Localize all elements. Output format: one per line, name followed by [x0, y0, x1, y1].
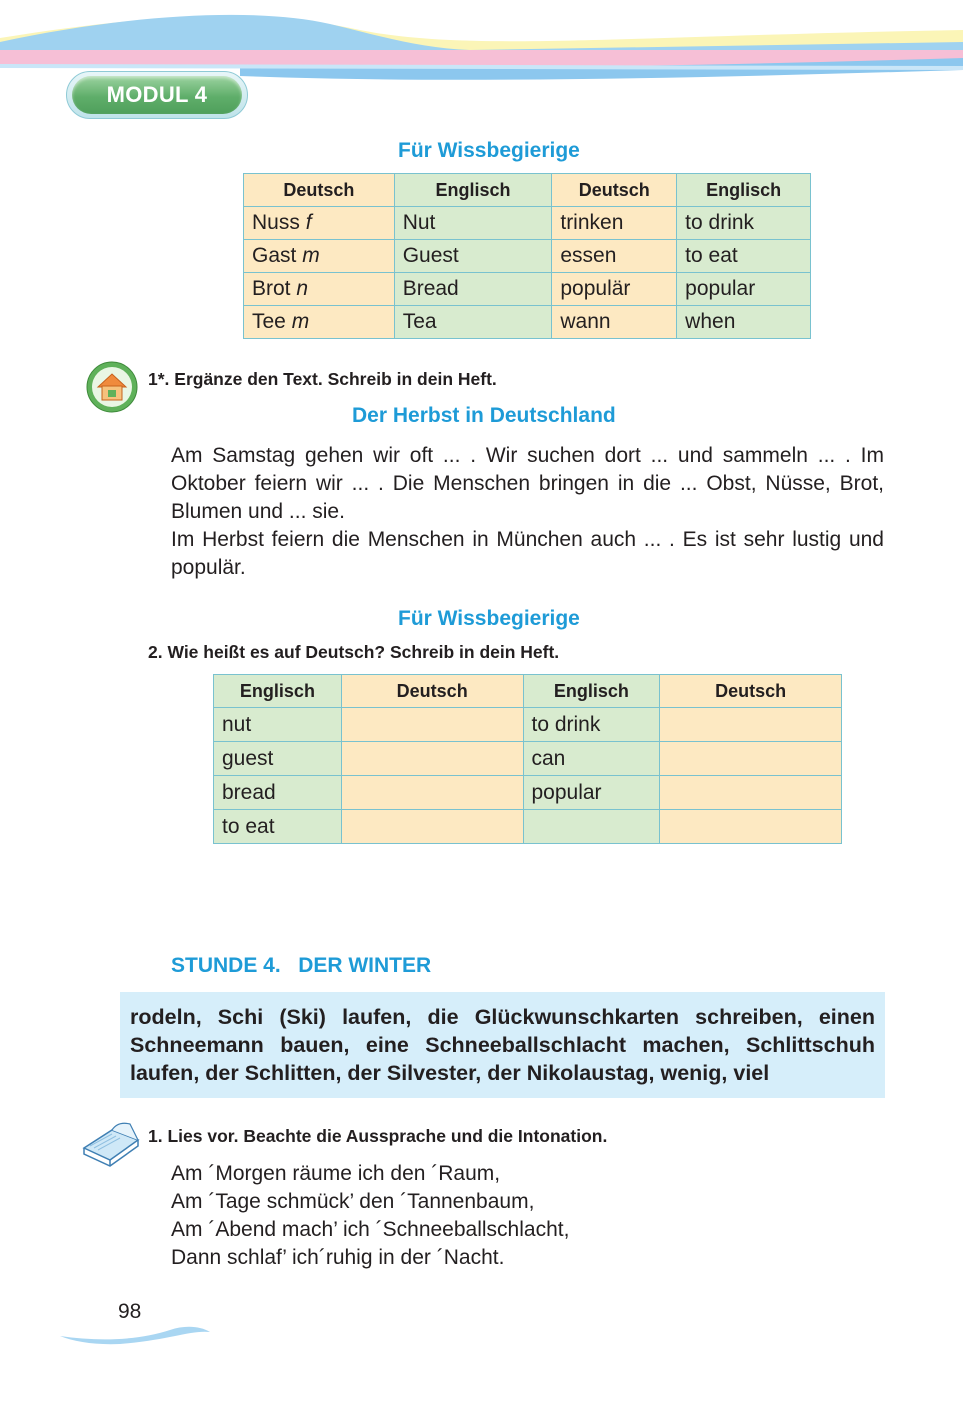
home-icon — [86, 361, 138, 413]
answer-cell — [660, 708, 842, 742]
exercise3-instruction: 1. Lies vor. Beachte die Aussprache und die Intonation. — [148, 1126, 608, 1146]
table-cell: to eat — [214, 810, 342, 844]
table-row — [244, 207, 811, 240]
noun: Brot — [252, 277, 291, 300]
table-cell: to drink — [523, 708, 660, 742]
table-cell — [244, 207, 395, 240]
lesson-title: STUNDE 4. DER WINTER — [171, 954, 432, 977]
exercise1-title: Der Herbst in Deutschland — [352, 404, 616, 427]
paragraph: Im Herbst feiern die Menschen in München auch ... . Es ist sehr lustig und populär. — [171, 528, 884, 579]
table-cell — [244, 240, 395, 273]
table2-header-englisch: Englisch — [523, 675, 660, 708]
answer-cell — [660, 742, 842, 776]
table-cell — [244, 273, 395, 306]
table-cell — [244, 306, 395, 339]
table-cell: Bread — [394, 273, 552, 306]
table2-header-deutsch: Deutsch — [660, 675, 842, 708]
open-book-icon — [80, 1118, 142, 1172]
poem-line: Am ´Morgen räume ich den ´Raum, — [171, 1162, 501, 1185]
table-row — [244, 273, 811, 306]
gender-marker: f — [305, 211, 312, 234]
module-badge-label: MODUL 4 — [106, 82, 208, 107]
poem-line: Am ´Tage schmück’ den ´Tannenbaum, — [171, 1190, 535, 1213]
table-cell: guest — [214, 742, 342, 776]
footer-wave-decoration — [60, 1322, 210, 1346]
table-cell: popular — [677, 273, 811, 306]
table-cell: populär — [552, 273, 677, 306]
answer-cell — [341, 776, 523, 810]
table-cell: essen — [552, 240, 677, 273]
table-cell: Nut — [394, 207, 552, 240]
exercise2-instruction: 2. Wie heißt es auf Deutsch? Schreib in dein Heft. — [148, 642, 560, 662]
answer-cell — [341, 742, 523, 776]
answer-cell — [660, 776, 842, 810]
vocabulary-table-1 — [243, 173, 811, 339]
table-cell: nut — [214, 708, 342, 742]
table-row — [244, 240, 811, 273]
table-row — [214, 708, 842, 742]
table1-header-deutsch: Deutsch — [244, 174, 395, 207]
module-badge — [66, 71, 248, 119]
answer-cell — [341, 810, 523, 844]
table-row — [214, 742, 842, 776]
paragraph: Am Samstag gehen wir oft ... . Wir suchen dort ... und sammeln ... . Im Oktober feiern wir ... . Die Menschen bringen in die ... Obst, Nüsse, Brot, Blumen und ... sie. — [171, 444, 884, 523]
table-cell: wann — [552, 306, 677, 339]
exercise1-instruction: 1*. Ergänze den Text. Schreib in dein Heft. — [148, 369, 497, 389]
table-cell: to eat — [677, 240, 811, 273]
table-cell: Guest — [394, 240, 552, 273]
table-cell: to drink — [677, 207, 811, 240]
gender-marker: m — [302, 244, 320, 267]
poem — [171, 1160, 569, 1272]
table-row — [214, 776, 842, 810]
table2-header-deutsch: Deutsch — [341, 675, 523, 708]
gender-marker: m — [291, 310, 310, 333]
table2-header-englisch: Englisch — [214, 675, 342, 708]
noun: Tee — [252, 310, 286, 333]
table-cell: Tea — [394, 306, 552, 339]
table1-header-englisch: Englisch — [677, 174, 811, 207]
noun: Nuss — [252, 211, 300, 234]
section2-title: Für Wissbegierige — [398, 607, 580, 630]
vocabulary-table-2 — [213, 674, 842, 844]
table-row — [214, 810, 842, 844]
table-cell: popular — [523, 776, 660, 810]
table-cell — [523, 810, 660, 844]
table-cell: bread — [214, 776, 342, 810]
answer-cell — [660, 810, 842, 844]
table1-header-deutsch: Deutsch — [552, 174, 677, 207]
table-cell: when — [677, 306, 811, 339]
table-cell: can — [523, 742, 660, 776]
poem-line: Dann schlaf’ ich´ruhig in der ´Nacht. — [171, 1246, 505, 1269]
answer-cell — [341, 708, 523, 742]
noun: Gast — [252, 244, 297, 267]
page-number: 98 — [118, 1300, 142, 1323]
vocabulary-box: rodeln, Schi (Ski) laufen, die Glückwunschkarten schreiben, einen Schneemann bauen, eine Schneeballschlacht machen, Schlittschuh laufen, der Schlitten, der Silvester, der Nikolaustag, wenig, viel — [120, 992, 885, 1098]
table-cell: trinken — [552, 207, 677, 240]
table-row — [244, 306, 811, 339]
table1-header-englisch: Englisch — [394, 174, 552, 207]
exercise1-text — [171, 442, 884, 582]
gender-marker: n — [296, 277, 309, 300]
section1-title: Für Wissbegierige — [398, 139, 580, 162]
poem-line: Am ´Abend mach’ ich ´Schneeballschlacht, — [171, 1218, 570, 1241]
